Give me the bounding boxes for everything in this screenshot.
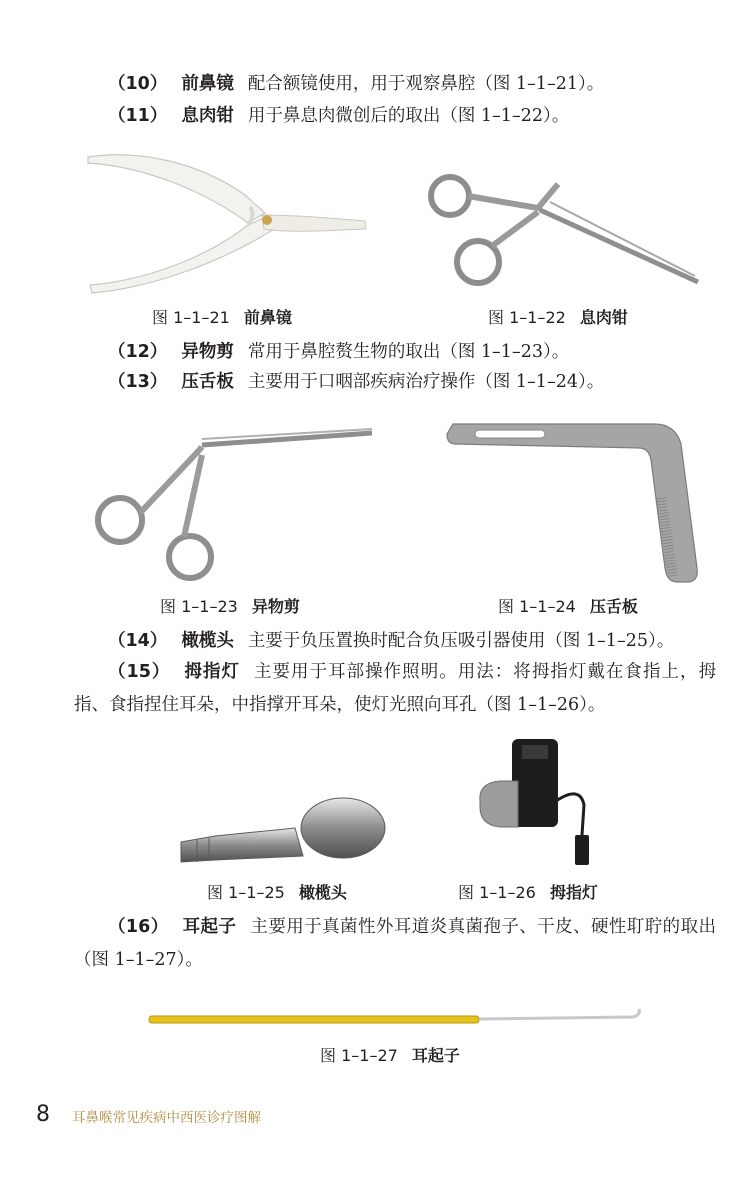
item-16-paragraph — [74, 911, 716, 977]
olive-tip-image — [175, 790, 390, 875]
figure-caption-24 — [498, 594, 638, 617]
figure-name: 橄榄头 — [298, 883, 347, 902]
figure-caption-27 — [320, 1043, 460, 1066]
figure-label: 图 1–1–27 — [320, 1046, 398, 1065]
item-description: 常用于鼻腔赘生物的取出（图 1–1–23）。 — [247, 342, 570, 362]
item-13-paragraph — [74, 366, 716, 399]
figure-name: 耳起子 — [411, 1046, 460, 1065]
figure-name: 拇指灯 — [549, 883, 598, 902]
foreign-body-scissors-image — [90, 425, 380, 590]
figure-label: 图 1–1–23 — [160, 597, 238, 616]
figure-label: 图 1–1–26 — [458, 883, 536, 902]
figure-name: 异物剪 — [251, 597, 300, 616]
item-description: 主要用于口咽部疾病治疗操作（图 1–1–24）。 — [247, 372, 605, 392]
item-name: 异物剪 — [181, 342, 234, 362]
item-number: （11） — [108, 106, 168, 126]
item-description: 主要用于耳部操作照明。用法：将拇指灯戴在食指上，拇指、食指捏住耳朵，中指撑开耳朵，使灯光照向耳孔（图 1–1–26）。 — [74, 662, 717, 715]
figure-label: 图 1–1–21 — [152, 308, 230, 327]
item-number: （16） — [108, 917, 169, 937]
item-name: 拇指灯 — [184, 662, 240, 682]
item-15-paragraph — [74, 656, 716, 722]
figure-caption-22 — [488, 305, 628, 328]
item-name: 息肉钳 — [181, 106, 234, 126]
figure-caption-21 — [152, 305, 292, 328]
item-12-paragraph — [74, 336, 716, 369]
item-11-paragraph — [74, 100, 716, 133]
item-10-paragraph — [74, 68, 716, 101]
polyp-forceps-image — [420, 172, 710, 297]
item-number: （13） — [108, 372, 168, 392]
figure-label: 图 1–1–22 — [488, 308, 566, 327]
page-number: 8 — [36, 1102, 50, 1127]
item-name: 压舌板 — [181, 372, 234, 392]
item-number: （12） — [108, 342, 168, 362]
tongue-depressor-image — [445, 418, 705, 588]
item-14-paragraph — [74, 625, 716, 658]
figure-label: 图 1–1–25 — [207, 883, 285, 902]
item-name: 耳起子 — [182, 917, 237, 937]
thumb-light-image — [470, 735, 595, 875]
item-number: （10） — [108, 74, 168, 94]
item-name: 前鼻镜 — [181, 74, 234, 94]
item-number: （15） — [108, 662, 171, 682]
item-description: 主要用于真菌性外耳道炎真菌孢子、干皮、硬性耵聍的取出（图 1–1–27）。 — [74, 917, 717, 970]
item-number: （14） — [108, 631, 168, 651]
figure-caption-26 — [458, 880, 598, 903]
item-description: 配合额镜使用，用于观察鼻腔（图 1–1–21）。 — [247, 74, 605, 94]
figure-caption-25 — [207, 880, 347, 903]
figure-caption-23 — [160, 594, 300, 617]
item-name: 橄榄头 — [181, 631, 234, 651]
item-description: 主要于负压置换时配合负压吸引器使用（图 1–1–25）。 — [247, 631, 675, 651]
nasal-speculum-image — [80, 145, 380, 300]
figure-name: 压舌板 — [589, 597, 638, 616]
figure-name: 前鼻镜 — [243, 308, 292, 327]
figure-name: 息肉钳 — [579, 308, 628, 327]
ear-pick-image — [145, 1005, 645, 1033]
book-title: 耳鼻喉常见疾病中西医诊疗图解 — [72, 1110, 261, 1126]
figure-label: 图 1–1–24 — [498, 597, 576, 616]
item-description: 用于鼻息肉微创后的取出（图 1–1–22）。 — [247, 106, 570, 126]
